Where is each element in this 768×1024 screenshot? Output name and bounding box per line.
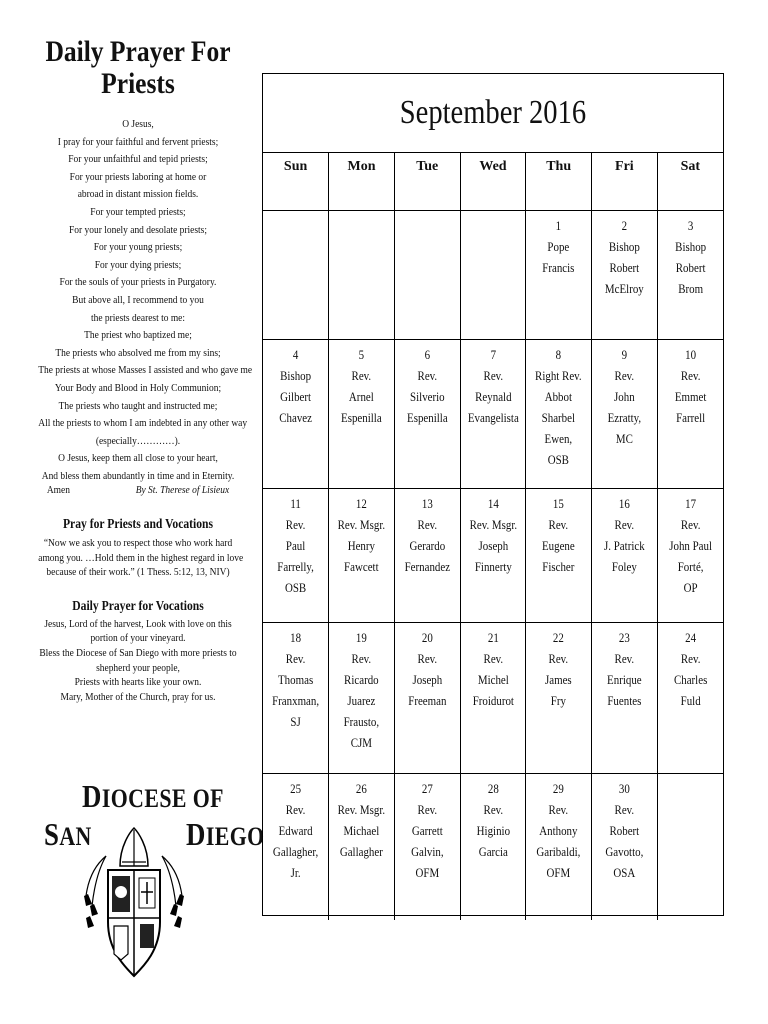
calendar-day-25 — [263, 774, 329, 921]
diocese-coat-of-arms-icon — [84, 826, 184, 980]
priest-name-line: Gallagher — [340, 844, 384, 859]
page-title — [39, 36, 236, 100]
day-content — [334, 340, 388, 428]
day-content — [466, 774, 520, 862]
prayer-line: The priests at whose Masses I assisted and who gave me — [38, 364, 253, 377]
priest-name-line: Rev. — [614, 517, 635, 532]
priest-name-line: Abbot — [545, 389, 573, 404]
day-content — [531, 340, 585, 470]
calendar-day-30 — [592, 774, 658, 921]
day-content — [466, 623, 520, 711]
calendar-day-18 — [263, 623, 329, 774]
calendar-day-22 — [526, 623, 592, 774]
day-number: 6 — [424, 347, 430, 362]
day-content — [663, 340, 718, 428]
priest-name-line: Fawcett — [344, 559, 379, 574]
day-content — [400, 340, 454, 428]
priest-name-line: Joseph — [478, 538, 508, 553]
priest-name-line: Rev. — [548, 517, 569, 532]
priest-name-line: James — [545, 672, 573, 687]
prayer-line: abroad in distant mission fields. — [77, 188, 199, 201]
day-number: 29 — [553, 781, 565, 796]
calendar-day-empty — [329, 211, 395, 340]
priest-name-line: Brom — [677, 281, 703, 296]
day-number: 27 — [421, 781, 433, 796]
amen-text: Amen — [46, 484, 70, 497]
priest-name-line: Rev. — [548, 651, 569, 666]
calendar-day-3 — [657, 211, 723, 340]
prayer-line: But above all, I recommend to you — [72, 293, 204, 306]
priest-name-line: Jr. — [290, 865, 301, 880]
priest-name-line: Rev. — [483, 802, 503, 817]
day-number: 17 — [684, 496, 696, 511]
day-number: 10 — [684, 347, 696, 362]
weekday-sun: Sun — [263, 153, 329, 211]
day-content — [400, 774, 454, 883]
priest-name-line: Bishop — [674, 239, 706, 254]
prayer-line: For the souls of your priests in Purgatory. — [59, 276, 217, 289]
priest-name-line: Rev. — [614, 368, 635, 383]
calendar-day-6 — [394, 340, 460, 489]
priest-name-line: Pope — [547, 239, 570, 254]
amen-line — [38, 482, 238, 500]
priest-name-line: Bishop — [608, 239, 640, 254]
day-number: 8 — [555, 347, 562, 362]
priest-name-line: Joseph — [412, 672, 443, 687]
calendar-week-row — [263, 774, 723, 921]
scripture-line: among you. …Hold them in the highest regard in love — [38, 551, 244, 564]
priest-name-line: Gilbert — [280, 389, 312, 404]
priest-name-line: Rev. — [417, 651, 438, 666]
priest-name-line: Froidurot — [472, 693, 514, 708]
day-content — [531, 623, 585, 711]
priest-name-line: Rev. — [417, 368, 438, 383]
day-number: 28 — [487, 781, 499, 796]
prayer-line: For your lonely and desolate priests; — [69, 223, 207, 236]
priest-name-line: Enrique — [607, 672, 642, 687]
priest-name-line: Rev. — [680, 517, 701, 532]
day-content — [334, 211, 388, 215]
priest-name-line: J. Patrick — [604, 538, 645, 553]
calendar-day-23 — [592, 623, 658, 774]
priest-name-line: Franxman, — [272, 693, 320, 708]
day-number: 19 — [356, 630, 368, 645]
priest-name-line: Garibaldi, — [536, 844, 581, 859]
daily-vocations-heading: Daily Prayer for Vocations — [72, 597, 204, 613]
calendar-day-21 — [460, 623, 526, 774]
calendar-day-10 — [657, 340, 723, 489]
priest-name-line: Rev. — [351, 368, 372, 383]
prayer-line: For your priests laboring at home or — [69, 170, 207, 183]
calendar-day-7 — [460, 340, 526, 489]
calendar-day-16 — [592, 489, 658, 623]
priest-name-line: Arnel — [349, 389, 374, 404]
priest-name-line: Rev. — [417, 517, 438, 532]
day-number: 15 — [553, 496, 565, 511]
day-content — [597, 340, 651, 449]
weekday-wed: Wed — [460, 153, 526, 211]
logo-line-diocese-of: DIOCESE OF — [82, 778, 224, 814]
priest-name-line: Thomas — [278, 672, 314, 687]
day-number: 20 — [421, 630, 433, 645]
day-number: 13 — [421, 496, 433, 511]
priest-name-line: Forté, — [677, 559, 704, 574]
weekday-tue: Tue — [394, 153, 460, 211]
day-content — [400, 489, 454, 577]
day-number: 16 — [618, 496, 630, 511]
calendar-week-row — [263, 489, 723, 623]
daily-vocations-prayer-text — [38, 617, 238, 705]
day-content — [268, 211, 323, 215]
prayer-line: And bless them abundantly in time and in Eternity. — [41, 469, 235, 482]
priest-name-line: Rev. — [680, 651, 701, 666]
priest-name-line: Chavez — [279, 410, 312, 425]
priest-name-line: OFM — [546, 865, 571, 880]
priest-name-line: Higinio — [476, 823, 510, 838]
priest-name-line: Rev. Msgr. — [337, 802, 386, 817]
day-number: 24 — [684, 630, 696, 645]
priest-name-line: Rev. — [614, 802, 635, 817]
title-line-2: Priests — [101, 67, 175, 100]
vocations-prayer-line: shepherd your people, — [96, 661, 180, 674]
vocations-prayer-line: Bless the Diocese of San Diego with more priests to — [39, 647, 237, 660]
priest-name-line: OP — [683, 580, 698, 595]
weekday-fri: Fri — [592, 153, 658, 211]
calendar-header — [263, 74, 723, 153]
day-content — [334, 774, 388, 862]
priest-name-line: Garcia — [478, 844, 508, 859]
prayer-line: For your unfaithful and tepid priests; — [68, 153, 208, 166]
priest-name-line: Espenilla — [341, 410, 382, 425]
calendar-day-1 — [526, 211, 592, 340]
prayer-line: O Jesus, keep them all close to your heart, — [58, 452, 218, 465]
priest-name-line: Frausto, — [343, 714, 380, 729]
priest-name-line: John — [614, 389, 635, 404]
priest-name-line: OSA — [613, 865, 636, 880]
priest-name-line: OSB — [548, 452, 570, 467]
priest-name-line: OFM — [415, 865, 440, 880]
priest-name-line: John Paul — [668, 538, 712, 553]
vocations-prayer-line: Priests with hearts like your own. — [74, 676, 202, 689]
priest-name-line: Emmet — [674, 389, 707, 404]
calendar-day-13 — [394, 489, 460, 623]
priest-name-line: Rev. — [285, 651, 306, 666]
prayer-line: the priests dearest to me: — [90, 311, 186, 324]
priest-name-line: Charles — [673, 672, 708, 687]
day-number: 4 — [292, 347, 299, 362]
vocations-prayer-line: Mary, Mother of the Church, pray for us. — [60, 690, 216, 703]
prayer-line: (especially…………). — [95, 434, 181, 447]
calendar-day-17 — [657, 489, 723, 623]
calendar-day-8 — [526, 340, 592, 489]
prayer-line: For your tempted priests; — [90, 205, 186, 218]
priest-name-line: Michael — [343, 823, 380, 838]
day-content — [663, 489, 718, 598]
calendar-day-26 — [329, 774, 395, 921]
priest-name-line: Robert — [675, 260, 706, 275]
priest-name-line: Ezratty, — [607, 410, 642, 425]
priest-name-line: Rev. — [285, 802, 306, 817]
priest-name-line: Ricardo — [344, 672, 379, 687]
priest-name-line: Gavotto, — [605, 844, 644, 859]
diocese-logo — [44, 778, 265, 983]
priest-name-line: Robert — [609, 260, 640, 275]
priest-name-line: Farrelly, — [277, 559, 314, 574]
priest-name-line: Gerardo — [409, 538, 446, 553]
priest-name-line: Rev. — [614, 651, 635, 666]
day-content — [531, 489, 585, 577]
day-number: 2 — [621, 218, 628, 233]
day-number: 30 — [618, 781, 630, 796]
calendar-day-20 — [394, 623, 460, 774]
priests-prayer-text — [38, 116, 253, 485]
prayer-line: The priests who taught and instructed me; — [58, 399, 218, 412]
priest-name-line: Michel — [477, 672, 509, 687]
calendar-week-row — [263, 211, 723, 340]
day-content — [597, 623, 651, 711]
priest-name-line: Edward — [278, 823, 313, 838]
priest-name-line: Fischer — [542, 559, 575, 574]
day-content — [597, 211, 651, 299]
priest-name-line: Juarez — [347, 693, 376, 708]
priest-name-line: Farrell — [675, 410, 705, 425]
day-number: 12 — [356, 496, 368, 511]
calendar-day-empty — [657, 774, 723, 921]
calendar-day-5 — [329, 340, 395, 489]
calendar-day-14 — [460, 489, 526, 623]
calendar-day-2 — [592, 211, 658, 340]
priest-name-line: Gallagher, — [272, 844, 319, 859]
vocations-prayer-line: portion of your vineyard. — [90, 632, 186, 645]
day-number: 7 — [490, 347, 496, 362]
calendar-day-29 — [526, 774, 592, 921]
priest-name-line: Fry — [551, 693, 567, 708]
priest-name-line: Eugene — [542, 538, 576, 553]
day-number: 3 — [687, 218, 694, 233]
day-content — [400, 211, 454, 215]
prayer-line: The priest who baptized me; — [84, 329, 192, 342]
priest-name-line: Silverio — [409, 389, 445, 404]
logo-word-san: SAN — [44, 816, 92, 852]
day-content — [334, 623, 388, 753]
priest-name-line: Anthony — [539, 823, 578, 838]
calendar-day-27 — [394, 774, 460, 921]
day-content — [466, 340, 520, 428]
priest-name-line: Evangelista — [467, 410, 519, 425]
day-content — [466, 211, 520, 215]
calendar-day-empty — [460, 211, 526, 340]
priest-name-line: Right Rev. — [535, 368, 582, 383]
scripture-line: because of their work.” (1 Thess. 5:12, 13, NIV) — [46, 566, 230, 579]
day-content — [268, 340, 323, 428]
prayer-attribution: By St. Therese of Lisieux — [135, 484, 230, 497]
day-content — [400, 623, 454, 711]
calendar-day-15 — [526, 489, 592, 623]
calendar-day-24 — [657, 623, 723, 774]
day-number: 21 — [487, 630, 499, 645]
day-content — [334, 489, 388, 577]
prayer-line: Your Body and Blood in Holy Communion; — [54, 381, 222, 394]
left-column — [22, 36, 254, 704]
calendar-weeks — [263, 211, 723, 921]
priest-name-line: Rev. — [417, 802, 438, 817]
day-content — [663, 774, 718, 778]
day-content — [597, 489, 651, 577]
prayer-line: For your young priests; — [93, 241, 183, 254]
priest-name-line: Paul — [285, 538, 306, 553]
priest-name-line: CJM — [350, 735, 373, 750]
priest-name-line: Francis — [542, 260, 575, 275]
calendar-day-12 — [329, 489, 395, 623]
calendar-day-empty — [394, 211, 460, 340]
priest-name-line: Garrett — [411, 823, 443, 838]
day-number: 22 — [553, 630, 565, 645]
priest-name-line: MC — [615, 431, 633, 446]
day-content — [466, 489, 520, 577]
logo-word-diego: DIEGO — [186, 816, 265, 852]
day-content — [663, 623, 718, 711]
priest-name-line: Bishop — [280, 368, 312, 383]
weekday-mon: Mon — [329, 153, 395, 211]
priest-name-line: Henry — [347, 538, 376, 553]
priest-name-line: Finnerty — [474, 559, 512, 574]
calendar-day-19 — [329, 623, 395, 774]
scripture-line: “Now we ask you to respect those who work hard — [43, 537, 233, 550]
priest-name-line: Rev. — [285, 517, 306, 532]
prayer-line: O Jesus, — [122, 118, 154, 130]
priest-name-line: Espenilla — [406, 410, 448, 425]
day-content — [531, 211, 585, 278]
priest-name-line: McElroy — [604, 281, 644, 296]
calendar-day-4 — [263, 340, 329, 489]
priest-name-line: Rev. — [680, 368, 701, 383]
weekday-sat: Sat — [657, 153, 723, 211]
day-number: 25 — [290, 781, 302, 796]
day-number: 23 — [618, 630, 630, 645]
calendar-week-row — [263, 623, 723, 774]
priest-name-line: Fuentes — [607, 693, 642, 708]
priest-name-line: Fuld — [680, 693, 701, 708]
priest-name-line: Foley — [611, 559, 637, 574]
priest-name-line: Fernandez — [404, 559, 450, 574]
priest-name-line: Sharbel — [541, 410, 576, 425]
title-line-1: Daily Prayer For — [45, 35, 231, 68]
day-content — [531, 774, 585, 883]
calendar-week-row — [263, 340, 723, 489]
day-content — [663, 211, 718, 299]
day-content — [268, 489, 323, 598]
weekday-header-row — [263, 153, 723, 211]
day-number: 18 — [290, 630, 302, 645]
vocations-heading: Pray for Priests and Vocations — [62, 516, 214, 532]
priest-name-line: Rev. — [548, 802, 569, 817]
day-content — [268, 623, 323, 732]
calendar — [262, 73, 724, 916]
priest-name-line: Rev. — [351, 651, 372, 666]
priest-name-line: Robert — [609, 823, 640, 838]
priest-name-line: Rev. Msgr. — [337, 517, 386, 532]
day-number: 9 — [621, 347, 628, 362]
priest-name-line: Ewen, — [544, 431, 573, 446]
day-number: 1 — [555, 218, 562, 233]
priest-name-line: Galvin, — [411, 844, 444, 859]
day-number: 26 — [356, 781, 368, 796]
priest-name-line: SJ — [290, 714, 301, 729]
calendar-day-9 — [592, 340, 658, 489]
calendar-day-11 — [263, 489, 329, 623]
prayer-line: All the priests to whom I am indebted in any other way — [38, 417, 248, 430]
day-number: 5 — [358, 347, 365, 362]
calendar-day-28 — [460, 774, 526, 921]
priest-name-line: Reynald — [474, 389, 512, 404]
vocations-prayer-line: Jesus, Lord of the harvest, Look with love on this — [44, 617, 232, 630]
day-content — [597, 774, 651, 883]
day-number: 11 — [290, 496, 301, 511]
priest-name-line: OSB — [284, 580, 307, 595]
priest-name-line: Rev. Msgr. — [469, 517, 517, 532]
prayer-line: For your dying priests; — [94, 258, 182, 271]
vocations-scripture-text — [38, 536, 244, 580]
day-content — [268, 774, 323, 883]
weekday-thu: Thu — [526, 153, 592, 211]
calendar-grid — [263, 152, 723, 920]
priest-name-line: Rev. — [483, 368, 503, 383]
prayer-line: I pray for your faithful and fervent priests; — [57, 135, 219, 148]
priest-name-line: Rev. — [483, 651, 503, 666]
calendar-title: September 2016 — [399, 94, 587, 131]
calendar-day-empty — [263, 211, 329, 340]
priest-name-line: Freeman — [408, 693, 447, 708]
day-number: 14 — [487, 496, 499, 511]
prayer-line: The priests who absolved me from my sins; — [55, 346, 221, 359]
